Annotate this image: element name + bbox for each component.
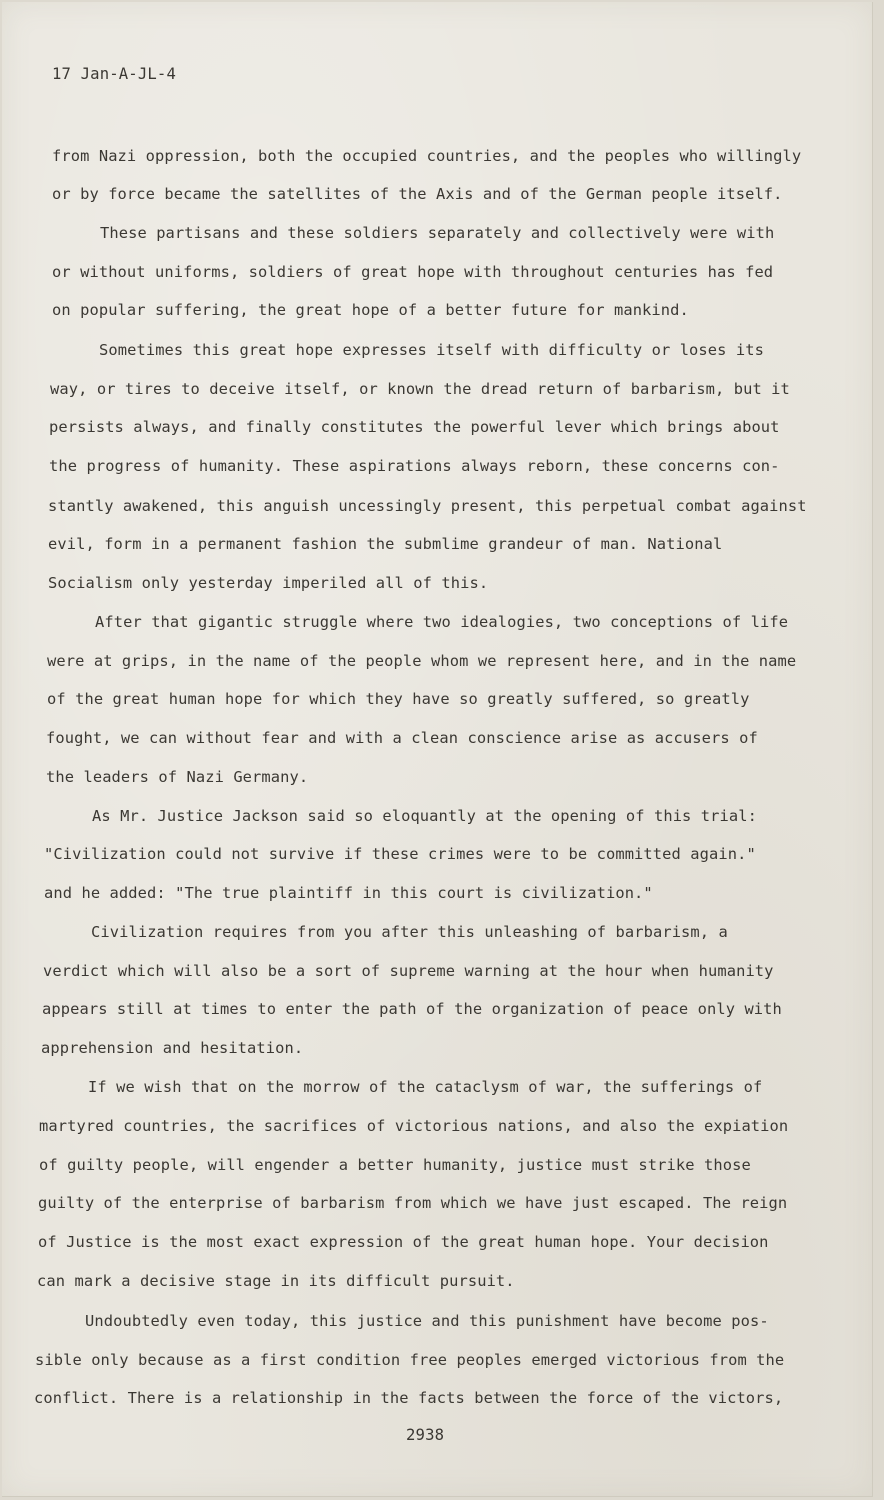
text-line: on popular suffering, the great hope of a better future for mankind. [52,301,689,319]
text-line: of the great human hope for which they have so greatly suffered, so greatly [47,690,750,708]
text-line: evil, form in a permanent fashion the submlime grandeur of man. National [48,535,723,553]
text-line: Undoubtedly even today, this justice and this punishment have become pos- [85,1312,769,1330]
text-line: and he added: "The true plaintiff in this court is civilization." [44,884,653,902]
text-line: or without uniforms, soldiers of great hope with throughout centuries has fed [52,263,774,281]
text-line: or by force became the satellites of the Axis and of the German people itself. [52,185,783,203]
page-number: 2938 [406,1426,445,1444]
text-line: of Justice is the most exact expression of the great human hope. Your decision [38,1233,769,1251]
text-line: apprehension and hesitation. [41,1039,304,1057]
text-line: Civilization requires from you after this unleashing of barbarism, a [91,923,728,941]
text-line: As Mr. Justice Jackson said so eloquantly at the opening of this trial: [92,807,757,825]
text-line: from Nazi oppression, both the occupied countries, and the peoples who willingly [52,147,802,165]
text-line: "Civilization could not survive if these crimes were to be committed again." [44,845,756,863]
text-line: If we wish that on the morrow of the cataclysm of war, the sufferings of [88,1078,763,1096]
document-id: 17 Jan-A-JL-4 [52,65,176,83]
text-line: After that gigantic struggle where two idealogies, two conceptions of life [95,613,789,631]
text-line: guilty of the enterprise of barbarism from which we have just escaped. The reign [38,1194,788,1212]
text-line: verdict which will also be a sort of supreme warning at the hour when humanity [43,962,774,980]
text-line: the progress of humanity. These aspirations always reborn, these concerns con- [49,457,780,475]
text-line: the leaders of Nazi Germany. [46,768,309,786]
text-line: way, or tires to deceive itself, or known the dread return of barbarism, but it [50,380,790,398]
text-line: conflict. There is a relationship in the facts between the force of the victors, [34,1389,784,1407]
text-line: were at grips, in the name of the people whom we represent here, and in the name [47,652,797,670]
text-line: fought, we can without fear and with a clean conscience arise as accusers of [46,729,758,747]
text-line: martyred countries, the sacrifices of victorious nations, and also the expiation [39,1117,789,1135]
text-line: of guilty people, will engender a better humanity, justice must strike those [39,1156,751,1174]
text-line: persists always, and finally constitutes the powerful lever which brings about [49,418,780,436]
text-line: Sometimes this great hope expresses itself with difficulty or loses its [99,341,764,359]
text-line: Socialism only yesterday imperiled all of this. [48,574,489,592]
text-line: stantly awakened, this anguish uncessingly present, this perpetual combat against [48,497,807,515]
text-line: sible only because as a first condition free peoples emerged victorious from the [35,1351,785,1369]
text-line: appears still at times to enter the path of the organization of peace only with [42,1000,782,1018]
text-line: These partisans and these soldiers separately and collectively were with [100,224,775,242]
text-line: can mark a decisive stage in its difficult pursuit. [37,1272,515,1290]
document-page [2,2,873,1497]
